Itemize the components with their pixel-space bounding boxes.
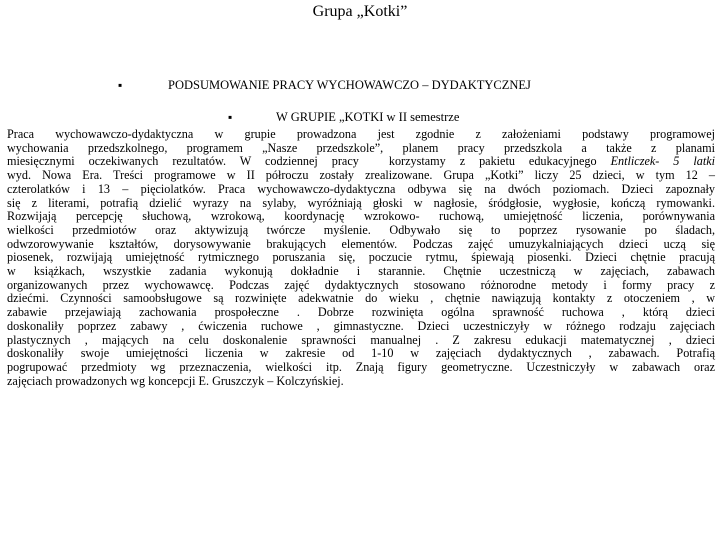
text-line: wychowania przedszkolnego, programem „Nasze przedszkole”, planem pracy przedszkola a także z planami (7, 140, 715, 155)
text-line: piosenek, rozwijają umiejętność rytmicznego poruszania się, poczucie rytmu, śpiewają piosenki. Dzieci chętnie pracują (7, 250, 715, 265)
text-line: wyd. Nowa Era. Treści programowe w II półroczu zostały zrealizowane. Grupa „Kotki” liczy 25 dzieci, w tym 12 – (7, 168, 715, 183)
text-line: doskonaliły poprzez zabawy , ćwiczenia ruchowe , gimnastyczne. Dzieci uczestniczyły w różnego rodzaju zajęciach (7, 318, 715, 333)
text-line (7, 155, 715, 169)
text-line: zabawie przejawiają zachowania prospołeczne . Dobrze rozwinięta ogólna sprawność ruchowa , którą dzieci (7, 305, 715, 320)
text-line: pogrupować przedmioty wg przeznaczenia, wielkości itp. Znają figury geometryczne. Uczestniczyły w zabawach oraz (7, 359, 715, 374)
text-line: Praca wychowawczo-dydaktyczna w grupie prowadzona jest zgodnie z założeniami podstawy programowej (7, 127, 715, 141)
text-line: odwzorowywanie kształtów, dorysowywanie brakujących elementów. Podczas zajęć umuzykalniających dzieci uczą się (7, 236, 715, 251)
text-line: organizowanych przez wychowawcę. Podczas zajęć dydaktycznych stosowano różnorodne metody i formy pracy z (7, 277, 715, 292)
section-heading-group (228, 110, 459, 124)
text-line: dziećmi. Czynności samoobsługowe są rozwinięte adekwatnie do wieku , chętnie nawiązują kontakty z otoczeniem , w (7, 291, 715, 306)
text-line: się z literami, potrafią dzielić wyrazy na sylaby, wyróżniają głoski w nagłosie, śródgłosie, wygłosie, kończą rymowanki. (7, 195, 715, 210)
text-line: Rozwijają percepcję słuchową, wzrokową, koordynację wzrokowo- ruchową, umiejętność liczenia, porównywania (7, 209, 715, 224)
text-line: czterolatków i 13 – pięciolatków. Praca wychowawczo-dydaktyczna odbywa się na dwóch poziomach. Dzieci zapoznały (7, 181, 715, 196)
text-line: plastycznych , mających na celu doskonalenie sprawności manualnej . Z zakresu edukacji matematycznej , dzieci (7, 332, 715, 347)
text-segment: miesięcznymi oczekiwanych rezultatów. W codziennej pracy (7, 154, 359, 169)
text-line: doskonaliły swoje umiejętności liczenia w zakresie od 1-10 w zajęciach dydaktycznych , zabawach. Potrafią (7, 346, 715, 361)
section-heading-summary-text: PODSUMOWANIE PRACY WYCHOWAWCZO – DYDAKTYCZNEJ (168, 78, 531, 92)
bullet-icon: ▪ (118, 78, 123, 92)
section-heading-group-text: W GRUPIE „KOTKI w II semestrze (276, 110, 460, 124)
text-line: wielkości przedmiotów oraz aktywizują twórcze myślenie. Odbywało się to poprzez rysowanie po śladach, (7, 222, 715, 237)
text-line: w książkach, wszystkie zadania wykonują dokładnie i starannie. Chętnie uczestniczą w zajęciach, zabawach (7, 264, 715, 279)
program-name: Entliczek- 5 latki (610, 154, 716, 169)
page-title: Grupa „Kotki” (312, 3, 408, 20)
text-segment: korzystamy z pakietu edukacyjnego (388, 154, 597, 169)
bullet-icon: ▪ (228, 110, 233, 124)
body-text (7, 128, 715, 388)
section-heading-summary (118, 78, 531, 92)
text-line: zajęciach prowadzonych wg koncepcji E. Gruszczyk – Kolczyńskiej. (7, 373, 344, 388)
